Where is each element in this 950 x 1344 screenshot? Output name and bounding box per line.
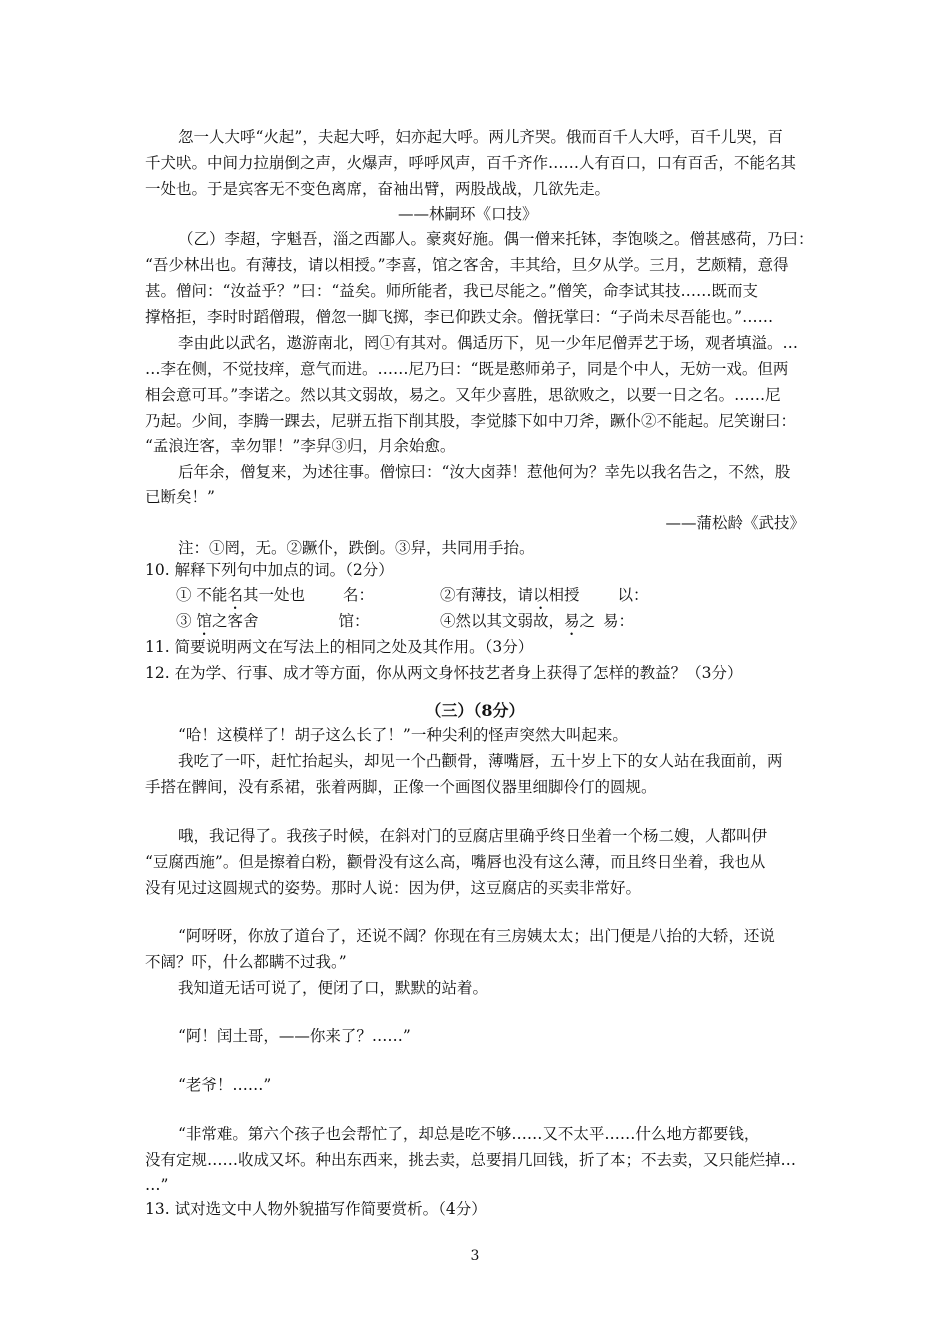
passage-yi-line: …李在侧，不觉技痒，意气而进。……尼乃曰：“既是憨师弟子，同是个中人，无妨一戏。但两 <box>145 360 789 378</box>
passage-yi-source: ——蒲松龄《武技》 <box>665 514 805 532</box>
section-3-line: “阿呀呀，你放了道台了，还说不阔？你现在有三房姨太太；出门便是八抬的大轿，还说 <box>178 927 775 945</box>
section-3-line: 没有定规……收成又坏。种出东西来，挑去卖，总要捐几回钱，折了本；不去卖，又只能烂掉… <box>145 1151 797 1169</box>
section-3-line: 没有见过这圆规式的姿势。那时人说：因为伊，这豆腐店的买卖非常好。 <box>145 879 642 897</box>
section-3-line: 我知道无话可说了，便闭了口，默默的站着。 <box>178 979 489 997</box>
question-12: 12. 在为学、行事、成才等方面，你从两文身怀技艺者身上获得了怎样的教益？（3分） <box>145 664 743 682</box>
section-3-line: 我吃了一吓，赶忙抬起头，却见一个凸颧骨，薄嘴唇，五十岁上下的女人站在我面前，两 <box>178 752 783 770</box>
q10-item1-dotted: 名 <box>227 586 243 604</box>
q10-item2-dotted: 以 <box>533 586 549 604</box>
section-3-line: “老爷！……” <box>178 1076 272 1094</box>
section-3-line: “哈！这模样了！胡子这么长了！”一种尖利的怪声突然大叫起来。 <box>178 726 628 744</box>
section-3-line: …” <box>145 1176 169 1194</box>
passage-yi-note: 注：①罔，无。②蹶仆，跌倒。③舁，共同用手抬。 <box>178 539 535 557</box>
passage-yi-line: 乃起。少间，李腾一踝去，尼骈五指下削其股，李觉膝下如中刀斧，蹶仆②不能起。尼笑谢曰： <box>145 412 797 430</box>
section-3-line: 不阔？吓，什么都瞒不过我。” <box>145 953 347 971</box>
q10-item1-post: 其一处也 <box>242 586 305 604</box>
q10-item3-dotted: 馆 <box>196 612 212 630</box>
q10-item4-pre: ④然以其文弱故， <box>440 612 565 630</box>
q10-item3-pre: ③ <box>176 612 197 630</box>
passage-yi-line: 李由此以武名，遨游南北，罔①有其对。偶适历下，见一少年尼僧弄艺于场，观者填溢。… <box>178 334 799 352</box>
passage-yi-line: “吾少林出也。有薄技，请以相授。”李喜，馆之客舍，丰其给，旦夕从学。三月，艺颇精，意得 <box>145 256 789 274</box>
section-3-line: “豆腐西施”。但是擦着白粉，颧骨没有这么高，嘴唇也没有这么薄，而且终日坐着，我也从 <box>145 853 766 871</box>
passage-jia-line: 忽一人大呼“火起”，夫起大呼，妇亦起大呼。两儿齐哭。俄而百千人大呼，百千儿哭，百 <box>178 128 783 146</box>
passage-yi-line: 已断矣！” <box>145 488 215 506</box>
section-3-heading: （三）（8分） <box>425 701 525 720</box>
question-10: 10. 解释下列句中加点的词。（2分） <box>145 561 394 579</box>
q10-item1-pre: ① 不能 <box>176 586 228 604</box>
q10-item3-post: 之客舍 <box>211 612 259 630</box>
passage-yi-line: 撑格拒，李时时蹈僧瑕，僧忽一脚飞掷，李已仰跌丈余。僧抚掌曰：“子尚未尽吾能也。”…… <box>145 308 774 326</box>
page-number: 3 <box>470 1248 480 1264</box>
q10-item1-label: 名： <box>342 586 374 604</box>
q10-item4-post: 之 <box>579 612 596 630</box>
section-3-line: “阿！闰土哥，——你来了？……” <box>178 1027 411 1045</box>
q10-item2-post: 相授 <box>548 586 580 604</box>
q10-item2-pre: ②有薄技，请 <box>440 586 534 604</box>
passage-yi-line: （乙）李超，字魁吾，淄之西鄙人。豪爽好施。偶一僧来托钵，李饱啖之。僧甚感荷，乃曰： <box>178 230 814 248</box>
section-3-line: “非常难。第六个孩子也会帮忙了，却总是吃不够……又不太平……什么地方都要钱， <box>178 1125 760 1143</box>
q10-item2-label: 以： <box>617 586 649 604</box>
section-3-line: 手搭在髀间，没有系裙，张着两脚，正像一个画图仪器里细脚伶仃的圆规。 <box>145 778 657 796</box>
question-13: 13. 试对选文中人物外貌描写作简要赏析。（4分） <box>145 1200 487 1218</box>
passage-jia-line: 一处也。于是宾客无不变色离席，奋袖出臂，两股战战，几欲先走。 <box>145 180 611 198</box>
passage-jia-line: 千犬吠。中间力拉崩倒之声，火爆声，呼呼风声，百千齐作……人有百口，口有百舌，不能名其 <box>145 154 797 172</box>
q10-item3-label: 馆： <box>338 612 370 630</box>
q10-item4-label: 易： <box>603 612 635 630</box>
passage-yi-line: 后年余，僧复来，为述往事。僧惊曰：“汝大卤莽！惹他何为？幸先以我名告之，不然，股 <box>178 463 791 481</box>
question-11: 11. 简要说明两文在写法上的相同之处及其作用。（3分） <box>145 638 534 656</box>
q10-item4-dotted: 易 <box>564 612 580 630</box>
passage-yi-line: 相会意可耳。”李诺之。然以其文弱故，易之。又年少喜胜，思欲败之，以要一日之名。……尼 <box>145 386 781 404</box>
passage-jia-source: ——林嗣环《口技》 <box>398 205 538 223</box>
passage-yi-line: “孟浪迕客，幸勿罪！”李舁③归，月余始愈。 <box>145 437 456 455</box>
section-3-line: 哦，我记得了。我孩子时候，在斜对门的豆腐店里确乎终日坐着一个杨二嫂，人都叫伊 <box>178 827 768 845</box>
passage-yi-line: 甚。僧问：“汝益乎？”曰：“益矣。师所能者，我已尽能之。”僧笑，命李试其技……既而支 <box>145 282 758 300</box>
